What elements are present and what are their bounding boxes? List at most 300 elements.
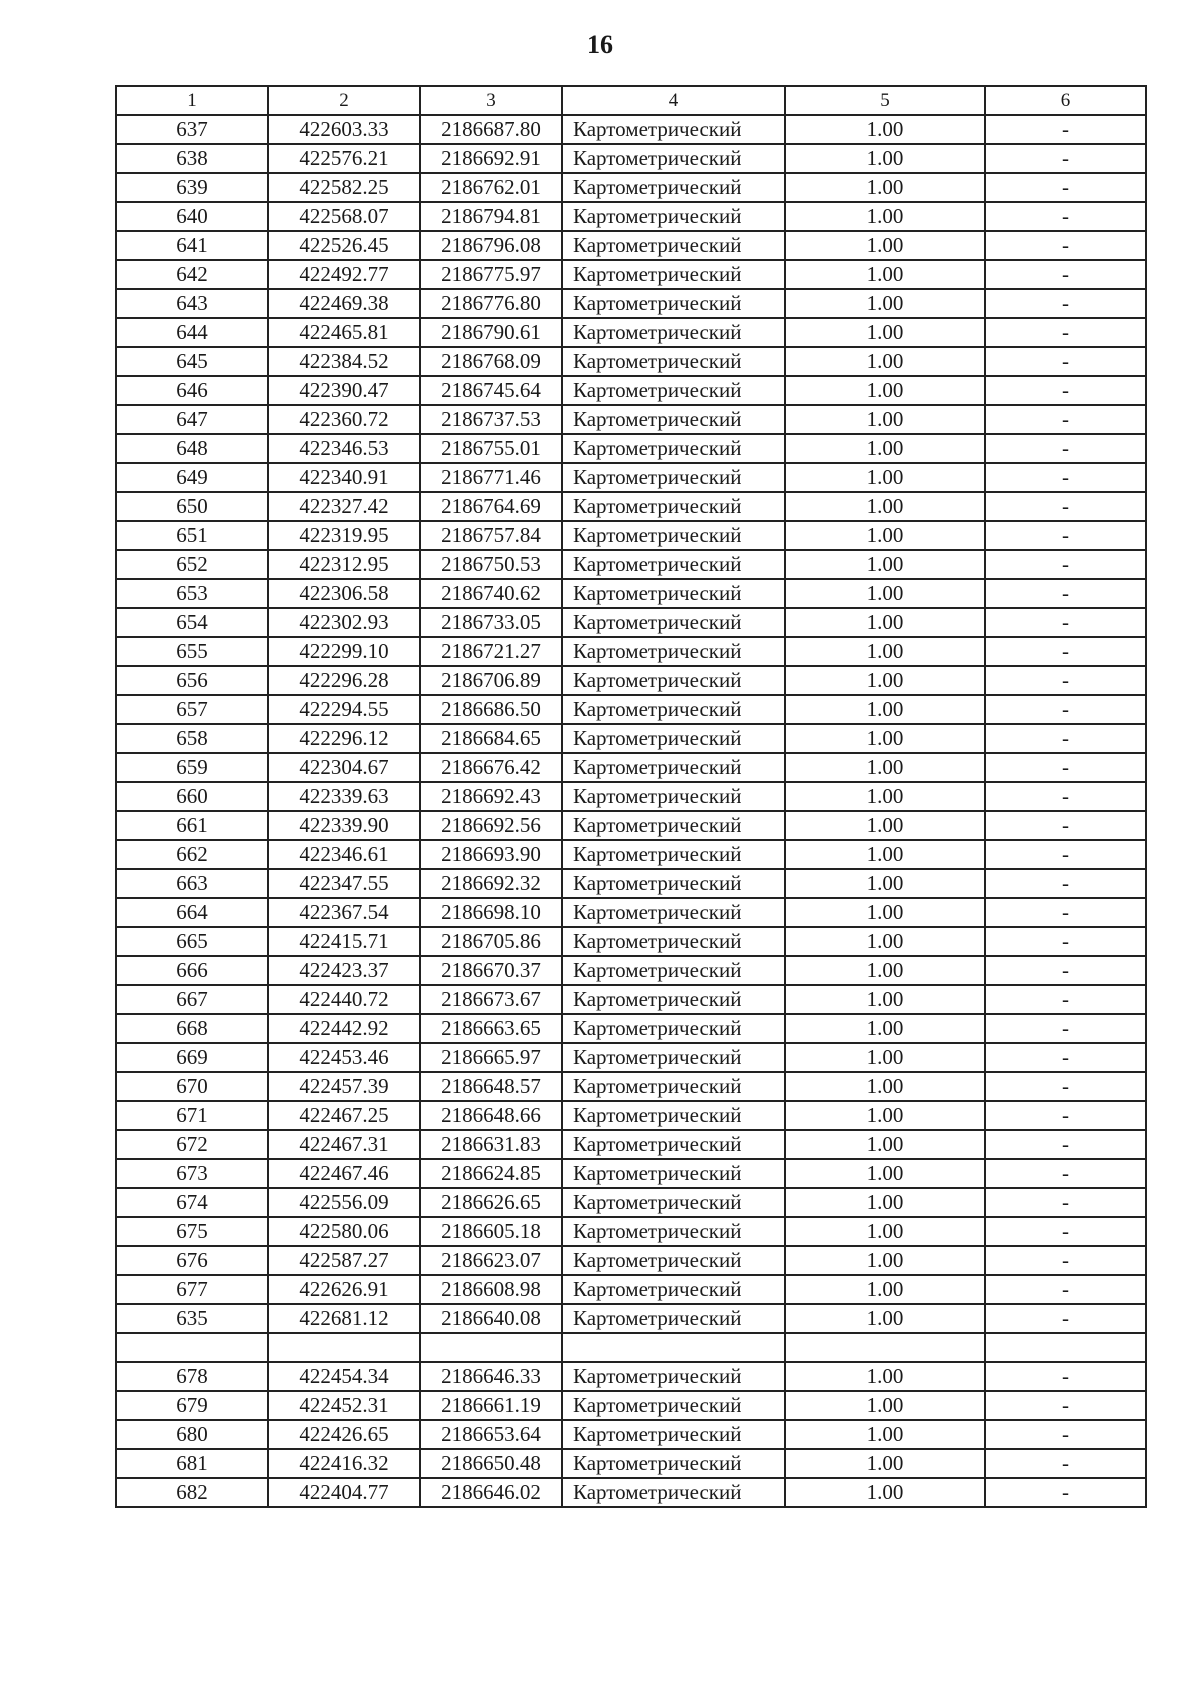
point-number-cell: 638: [116, 144, 268, 173]
accuracy-cell: 1.00: [785, 318, 985, 347]
table-row: [116, 1072, 1146, 1101]
note-cell: -: [985, 492, 1146, 521]
note-cell: [985, 1333, 1146, 1362]
point-number-cell: 682: [116, 1478, 268, 1507]
y-coordinate-cell: 2186648.66: [420, 1101, 562, 1130]
point-number-cell: 660: [116, 782, 268, 811]
point-number-cell: 635: [116, 1304, 268, 1333]
y-coordinate-cell: 2186692.32: [420, 869, 562, 898]
y-coordinate-cell: 2186692.56: [420, 811, 562, 840]
method-cell: Картометрический: [562, 405, 785, 434]
point-number-cell: 645: [116, 347, 268, 376]
accuracy-cell: 1.00: [785, 985, 985, 1014]
note-cell: -: [985, 289, 1146, 318]
table-row: [116, 985, 1146, 1014]
table-row: [116, 550, 1146, 579]
page-number: 16: [587, 30, 613, 59]
table-row: [116, 521, 1146, 550]
x-coordinate-cell: 422390.47: [268, 376, 420, 405]
x-coordinate-cell: 422423.37: [268, 956, 420, 985]
accuracy-cell: 1.00: [785, 434, 985, 463]
method-cell: Картометрический: [562, 782, 785, 811]
x-coordinate-cell: 422347.55: [268, 869, 420, 898]
point-number-cell: 664: [116, 898, 268, 927]
note-cell: -: [985, 347, 1146, 376]
accuracy-cell: 1.00: [785, 115, 985, 144]
accuracy-cell: 1.00: [785, 202, 985, 231]
note-cell: -: [985, 666, 1146, 695]
accuracy-cell: 1.00: [785, 608, 985, 637]
point-number-cell: 656: [116, 666, 268, 695]
method-cell: Картометрический: [562, 724, 785, 753]
accuracy-cell: 1.00: [785, 869, 985, 898]
y-coordinate-cell: 2186646.02: [420, 1478, 562, 1507]
table-row: [116, 840, 1146, 869]
accuracy-cell: 1.00: [785, 1159, 985, 1188]
x-coordinate-cell: 422568.07: [268, 202, 420, 231]
y-coordinate-cell: 2186794.81: [420, 202, 562, 231]
note-cell: -: [985, 985, 1146, 1014]
accuracy-cell: 1.00: [785, 782, 985, 811]
y-coordinate-cell: 2186775.97: [420, 260, 562, 289]
accuracy-cell: 1.00: [785, 1275, 985, 1304]
note-cell: -: [985, 231, 1146, 260]
x-coordinate-cell: 422467.25: [268, 1101, 420, 1130]
x-coordinate-cell: 422457.39: [268, 1072, 420, 1101]
point-number-cell: 667: [116, 985, 268, 1014]
x-coordinate-cell: [268, 1333, 420, 1362]
note-cell: -: [985, 173, 1146, 202]
accuracy-cell: 1.00: [785, 1362, 985, 1391]
method-cell: Картометрический: [562, 1014, 785, 1043]
y-coordinate-cell: 2186624.85: [420, 1159, 562, 1188]
table-row: [116, 1130, 1146, 1159]
note-cell: -: [985, 115, 1146, 144]
table-row: [116, 1159, 1146, 1188]
y-coordinate-cell: 2186757.84: [420, 521, 562, 550]
accuracy-cell: 1.00: [785, 927, 985, 956]
y-coordinate-cell: 2186687.80: [420, 115, 562, 144]
note-cell: -: [985, 956, 1146, 985]
method-cell: Картометрический: [562, 1420, 785, 1449]
point-number-cell: 676: [116, 1246, 268, 1275]
accuracy-cell: 1.00: [785, 811, 985, 840]
x-coordinate-cell: 422580.06: [268, 1217, 420, 1246]
accuracy-cell: 1.00: [785, 463, 985, 492]
method-cell: Картометрический: [562, 376, 785, 405]
table-row: [116, 724, 1146, 753]
method-cell: Картометрический: [562, 202, 785, 231]
method-cell: Картометрический: [562, 1478, 785, 1507]
note-cell: -: [985, 318, 1146, 347]
y-coordinate-cell: 2186605.18: [420, 1217, 562, 1246]
method-cell: Картометрический: [562, 840, 785, 869]
table-row: [116, 637, 1146, 666]
table-row: [116, 376, 1146, 405]
method-cell: Картометрический: [562, 289, 785, 318]
x-coordinate-cell: 422426.65: [268, 1420, 420, 1449]
x-coordinate-cell: 422587.27: [268, 1246, 420, 1275]
accuracy-cell: 1.00: [785, 1072, 985, 1101]
point-number-cell: 674: [116, 1188, 268, 1217]
point-number-cell: 653: [116, 579, 268, 608]
note-cell: -: [985, 1101, 1146, 1130]
point-number-cell: 648: [116, 434, 268, 463]
table-row: [116, 956, 1146, 985]
method-cell: Картометрический: [562, 1072, 785, 1101]
note-cell: -: [985, 1072, 1146, 1101]
x-coordinate-cell: 422681.12: [268, 1304, 420, 1333]
table-row: [116, 144, 1146, 173]
table-row: [116, 1246, 1146, 1275]
table-row: [116, 115, 1146, 144]
point-number-cell: 677: [116, 1275, 268, 1304]
accuracy-cell: 1.00: [785, 492, 985, 521]
accuracy-cell: 1.00: [785, 1420, 985, 1449]
note-cell: -: [985, 753, 1146, 782]
x-coordinate-cell: 422367.54: [268, 898, 420, 927]
accuracy-cell: 1.00: [785, 666, 985, 695]
column-header: 1: [116, 86, 268, 115]
table-row: [116, 289, 1146, 318]
table-row: [116, 608, 1146, 637]
x-coordinate-cell: 422384.52: [268, 347, 420, 376]
y-coordinate-cell: 2186737.53: [420, 405, 562, 434]
point-number-cell: 659: [116, 753, 268, 782]
y-coordinate-cell: 2186640.08: [420, 1304, 562, 1333]
table-header-row: [116, 86, 1146, 115]
note-cell: -: [985, 1188, 1146, 1217]
method-cell: Картометрический: [562, 869, 785, 898]
x-coordinate-cell: 422603.33: [268, 115, 420, 144]
y-coordinate-cell: 2186646.33: [420, 1362, 562, 1391]
method-cell: Картометрический: [562, 1304, 785, 1333]
y-coordinate-cell: 2186745.64: [420, 376, 562, 405]
x-coordinate-cell: 422339.90: [268, 811, 420, 840]
accuracy-cell: 1.00: [785, 1043, 985, 1072]
y-coordinate-cell: 2186631.83: [420, 1130, 562, 1159]
point-number-cell: 662: [116, 840, 268, 869]
table-row: [116, 318, 1146, 347]
note-cell: -: [985, 434, 1146, 463]
y-coordinate-cell: 2186676.42: [420, 753, 562, 782]
accuracy-cell: 1.00: [785, 753, 985, 782]
accuracy-cell: 1.00: [785, 956, 985, 985]
note-cell: -: [985, 898, 1146, 927]
point-number-cell: 666: [116, 956, 268, 985]
y-coordinate-cell: 2186623.07: [420, 1246, 562, 1275]
y-coordinate-cell: 2186626.65: [420, 1188, 562, 1217]
y-coordinate-cell: 2186692.43: [420, 782, 562, 811]
accuracy-cell: [785, 1333, 985, 1362]
method-cell: Картометрический: [562, 1362, 785, 1391]
note-cell: -: [985, 1159, 1146, 1188]
x-coordinate-cell: 422294.55: [268, 695, 420, 724]
accuracy-cell: 1.00: [785, 1449, 985, 1478]
method-cell: Картометрический: [562, 1275, 785, 1304]
note-cell: -: [985, 1043, 1146, 1072]
note-cell: -: [985, 927, 1146, 956]
method-cell: Картометрический: [562, 347, 785, 376]
x-coordinate-cell: 422304.67: [268, 753, 420, 782]
table-row: [116, 666, 1146, 695]
note-cell: -: [985, 608, 1146, 637]
note-cell: -: [985, 782, 1146, 811]
x-coordinate-cell: 422440.72: [268, 985, 420, 1014]
accuracy-cell: 1.00: [785, 347, 985, 376]
note-cell: -: [985, 463, 1146, 492]
x-coordinate-cell: 422442.92: [268, 1014, 420, 1043]
table-row: [116, 173, 1146, 202]
x-coordinate-cell: 422340.91: [268, 463, 420, 492]
method-cell: Картометрический: [562, 260, 785, 289]
note-cell: -: [985, 579, 1146, 608]
note-cell: -: [985, 1449, 1146, 1478]
accuracy-cell: 1.00: [785, 637, 985, 666]
method-cell: Картометрический: [562, 550, 785, 579]
x-coordinate-cell: 422415.71: [268, 927, 420, 956]
point-number-cell: 658: [116, 724, 268, 753]
point-number-cell: 675: [116, 1217, 268, 1246]
x-coordinate-cell: 422626.91: [268, 1275, 420, 1304]
y-coordinate-cell: 2186721.27: [420, 637, 562, 666]
table-row: [116, 753, 1146, 782]
y-coordinate-cell: 2186750.53: [420, 550, 562, 579]
x-coordinate-cell: 422454.34: [268, 1362, 420, 1391]
note-cell: -: [985, 1217, 1146, 1246]
table-row: [116, 1043, 1146, 1072]
x-coordinate-cell: 422296.12: [268, 724, 420, 753]
y-coordinate-cell: 2186733.05: [420, 608, 562, 637]
point-number-cell: 673: [116, 1159, 268, 1188]
table-row: [116, 811, 1146, 840]
point-number-cell: 650: [116, 492, 268, 521]
y-coordinate-cell: 2186755.01: [420, 434, 562, 463]
x-coordinate-cell: 422319.95: [268, 521, 420, 550]
y-coordinate-cell: 2186663.65: [420, 1014, 562, 1043]
x-coordinate-cell: 422465.81: [268, 318, 420, 347]
method-cell: [562, 1333, 785, 1362]
x-coordinate-cell: 422312.95: [268, 550, 420, 579]
x-coordinate-cell: 422469.38: [268, 289, 420, 318]
y-coordinate-cell: 2186686.50: [420, 695, 562, 724]
accuracy-cell: 1.00: [785, 550, 985, 579]
note-cell: -: [985, 202, 1146, 231]
note-cell: -: [985, 695, 1146, 724]
table-row: [116, 405, 1146, 434]
table-row: [116, 579, 1146, 608]
x-coordinate-cell: 422467.46: [268, 1159, 420, 1188]
note-cell: -: [985, 724, 1146, 753]
column-header: 2: [268, 86, 420, 115]
note-cell: -: [985, 405, 1146, 434]
table-row: [116, 1362, 1146, 1391]
accuracy-cell: 1.00: [785, 260, 985, 289]
x-coordinate-cell: 422404.77: [268, 1478, 420, 1507]
table-row: [116, 202, 1146, 231]
method-cell: Картометрический: [562, 1188, 785, 1217]
accuracy-cell: 1.00: [785, 1217, 985, 1246]
y-coordinate-cell: 2186661.19: [420, 1391, 562, 1420]
x-coordinate-cell: 422296.28: [268, 666, 420, 695]
point-number-cell: 665: [116, 927, 268, 956]
y-coordinate-cell: 2186768.09: [420, 347, 562, 376]
column-header: 6: [985, 86, 1146, 115]
y-coordinate-cell: 2186740.62: [420, 579, 562, 608]
table-row: [116, 1304, 1146, 1333]
method-cell: Картометрический: [562, 898, 785, 927]
column-header: 4: [562, 86, 785, 115]
table-row: [116, 898, 1146, 927]
x-coordinate-cell: 422492.77: [268, 260, 420, 289]
method-cell: Картометрический: [562, 1217, 785, 1246]
table-row: [116, 463, 1146, 492]
accuracy-cell: 1.00: [785, 579, 985, 608]
note-cell: -: [985, 1130, 1146, 1159]
y-coordinate-cell: 2186764.69: [420, 492, 562, 521]
column-header: 5: [785, 86, 985, 115]
y-coordinate-cell: 2186698.10: [420, 898, 562, 927]
method-cell: Картометрический: [562, 1043, 785, 1072]
table-row: [116, 434, 1146, 463]
y-coordinate-cell: 2186650.48: [420, 1449, 562, 1478]
coordinates-table: [115, 85, 1147, 1508]
method-cell: Картометрический: [562, 927, 785, 956]
point-number-cell: 637: [116, 115, 268, 144]
note-cell: -: [985, 144, 1146, 173]
accuracy-cell: 1.00: [785, 289, 985, 318]
table-row: [116, 1188, 1146, 1217]
x-coordinate-cell: 422576.21: [268, 144, 420, 173]
y-coordinate-cell: 2186762.01: [420, 173, 562, 202]
point-number-cell: 652: [116, 550, 268, 579]
method-cell: Картометрический: [562, 753, 785, 782]
table-row: [116, 1449, 1146, 1478]
method-cell: Картометрический: [562, 144, 785, 173]
point-number-cell: 654: [116, 608, 268, 637]
method-cell: Картометрический: [562, 318, 785, 347]
point-number-cell: 670: [116, 1072, 268, 1101]
point-number-cell: 644: [116, 318, 268, 347]
y-coordinate-cell: 2186790.61: [420, 318, 562, 347]
y-coordinate-cell: 2186693.90: [420, 840, 562, 869]
point-number-cell: 649: [116, 463, 268, 492]
accuracy-cell: 1.00: [785, 840, 985, 869]
point-number-cell: 669: [116, 1043, 268, 1072]
point-number-cell: 646: [116, 376, 268, 405]
method-cell: Картометрический: [562, 1130, 785, 1159]
table-row: [116, 869, 1146, 898]
y-coordinate-cell: 2186673.67: [420, 985, 562, 1014]
method-cell: Картометрический: [562, 956, 785, 985]
x-coordinate-cell: 422346.53: [268, 434, 420, 463]
accuracy-cell: 1.00: [785, 376, 985, 405]
method-cell: Картометрический: [562, 666, 785, 695]
table-row: [116, 927, 1146, 956]
note-cell: -: [985, 1014, 1146, 1043]
method-cell: Картометрический: [562, 492, 785, 521]
table-row: [116, 1420, 1146, 1449]
method-cell: Картометрический: [562, 434, 785, 463]
table-row: [116, 1014, 1146, 1043]
note-cell: -: [985, 521, 1146, 550]
accuracy-cell: 1.00: [785, 144, 985, 173]
accuracy-cell: 1.00: [785, 1478, 985, 1507]
x-coordinate-cell: 422360.72: [268, 405, 420, 434]
table-row: [116, 1217, 1146, 1246]
method-cell: Картометрический: [562, 985, 785, 1014]
y-coordinate-cell: 2186705.86: [420, 927, 562, 956]
point-number-cell: 642: [116, 260, 268, 289]
method-cell: Картометрический: [562, 1246, 785, 1275]
point-number-cell: 640: [116, 202, 268, 231]
note-cell: -: [985, 1304, 1146, 1333]
accuracy-cell: 1.00: [785, 1014, 985, 1043]
accuracy-cell: 1.00: [785, 405, 985, 434]
method-cell: Картометрический: [562, 173, 785, 202]
y-coordinate-cell: 2186684.65: [420, 724, 562, 753]
x-coordinate-cell: 422299.10: [268, 637, 420, 666]
accuracy-cell: 1.00: [785, 898, 985, 927]
point-number-cell: 655: [116, 637, 268, 666]
method-cell: Картометрический: [562, 608, 785, 637]
point-number-cell: 663: [116, 869, 268, 898]
y-coordinate-cell: 2186648.57: [420, 1072, 562, 1101]
accuracy-cell: 1.00: [785, 173, 985, 202]
point-number-cell: 657: [116, 695, 268, 724]
y-coordinate-cell: 2186776.80: [420, 289, 562, 318]
method-cell: Картометрический: [562, 521, 785, 550]
accuracy-cell: 1.00: [785, 1101, 985, 1130]
note-cell: -: [985, 550, 1146, 579]
method-cell: Картометрический: [562, 579, 785, 608]
note-cell: -: [985, 1275, 1146, 1304]
point-number-cell: 678: [116, 1362, 268, 1391]
accuracy-cell: 1.00: [785, 1130, 985, 1159]
point-number-cell: 668: [116, 1014, 268, 1043]
note-cell: -: [985, 1391, 1146, 1420]
point-number-cell: 680: [116, 1420, 268, 1449]
point-number-cell: [116, 1333, 268, 1362]
column-header: 3: [420, 86, 562, 115]
x-coordinate-cell: 422306.58: [268, 579, 420, 608]
table-row: [116, 782, 1146, 811]
method-cell: Картометрический: [562, 1391, 785, 1420]
x-coordinate-cell: 422302.93: [268, 608, 420, 637]
accuracy-cell: 1.00: [785, 231, 985, 260]
point-number-cell: 671: [116, 1101, 268, 1130]
point-number-cell: 643: [116, 289, 268, 318]
point-number-cell: 651: [116, 521, 268, 550]
table-row: [116, 1101, 1146, 1130]
point-number-cell: 647: [116, 405, 268, 434]
point-number-cell: 639: [116, 173, 268, 202]
point-number-cell: 641: [116, 231, 268, 260]
accuracy-cell: 1.00: [785, 1246, 985, 1275]
table-body: [116, 115, 1146, 1507]
y-coordinate-cell: 2186706.89: [420, 666, 562, 695]
note-cell: -: [985, 637, 1146, 666]
method-cell: Картометрический: [562, 811, 785, 840]
note-cell: -: [985, 869, 1146, 898]
x-coordinate-cell: 422327.42: [268, 492, 420, 521]
x-coordinate-cell: 422339.63: [268, 782, 420, 811]
y-coordinate-cell: [420, 1333, 562, 1362]
y-coordinate-cell: 2186796.08: [420, 231, 562, 260]
note-cell: -: [985, 1246, 1146, 1275]
method-cell: Картометрический: [562, 115, 785, 144]
table-row: [116, 231, 1146, 260]
